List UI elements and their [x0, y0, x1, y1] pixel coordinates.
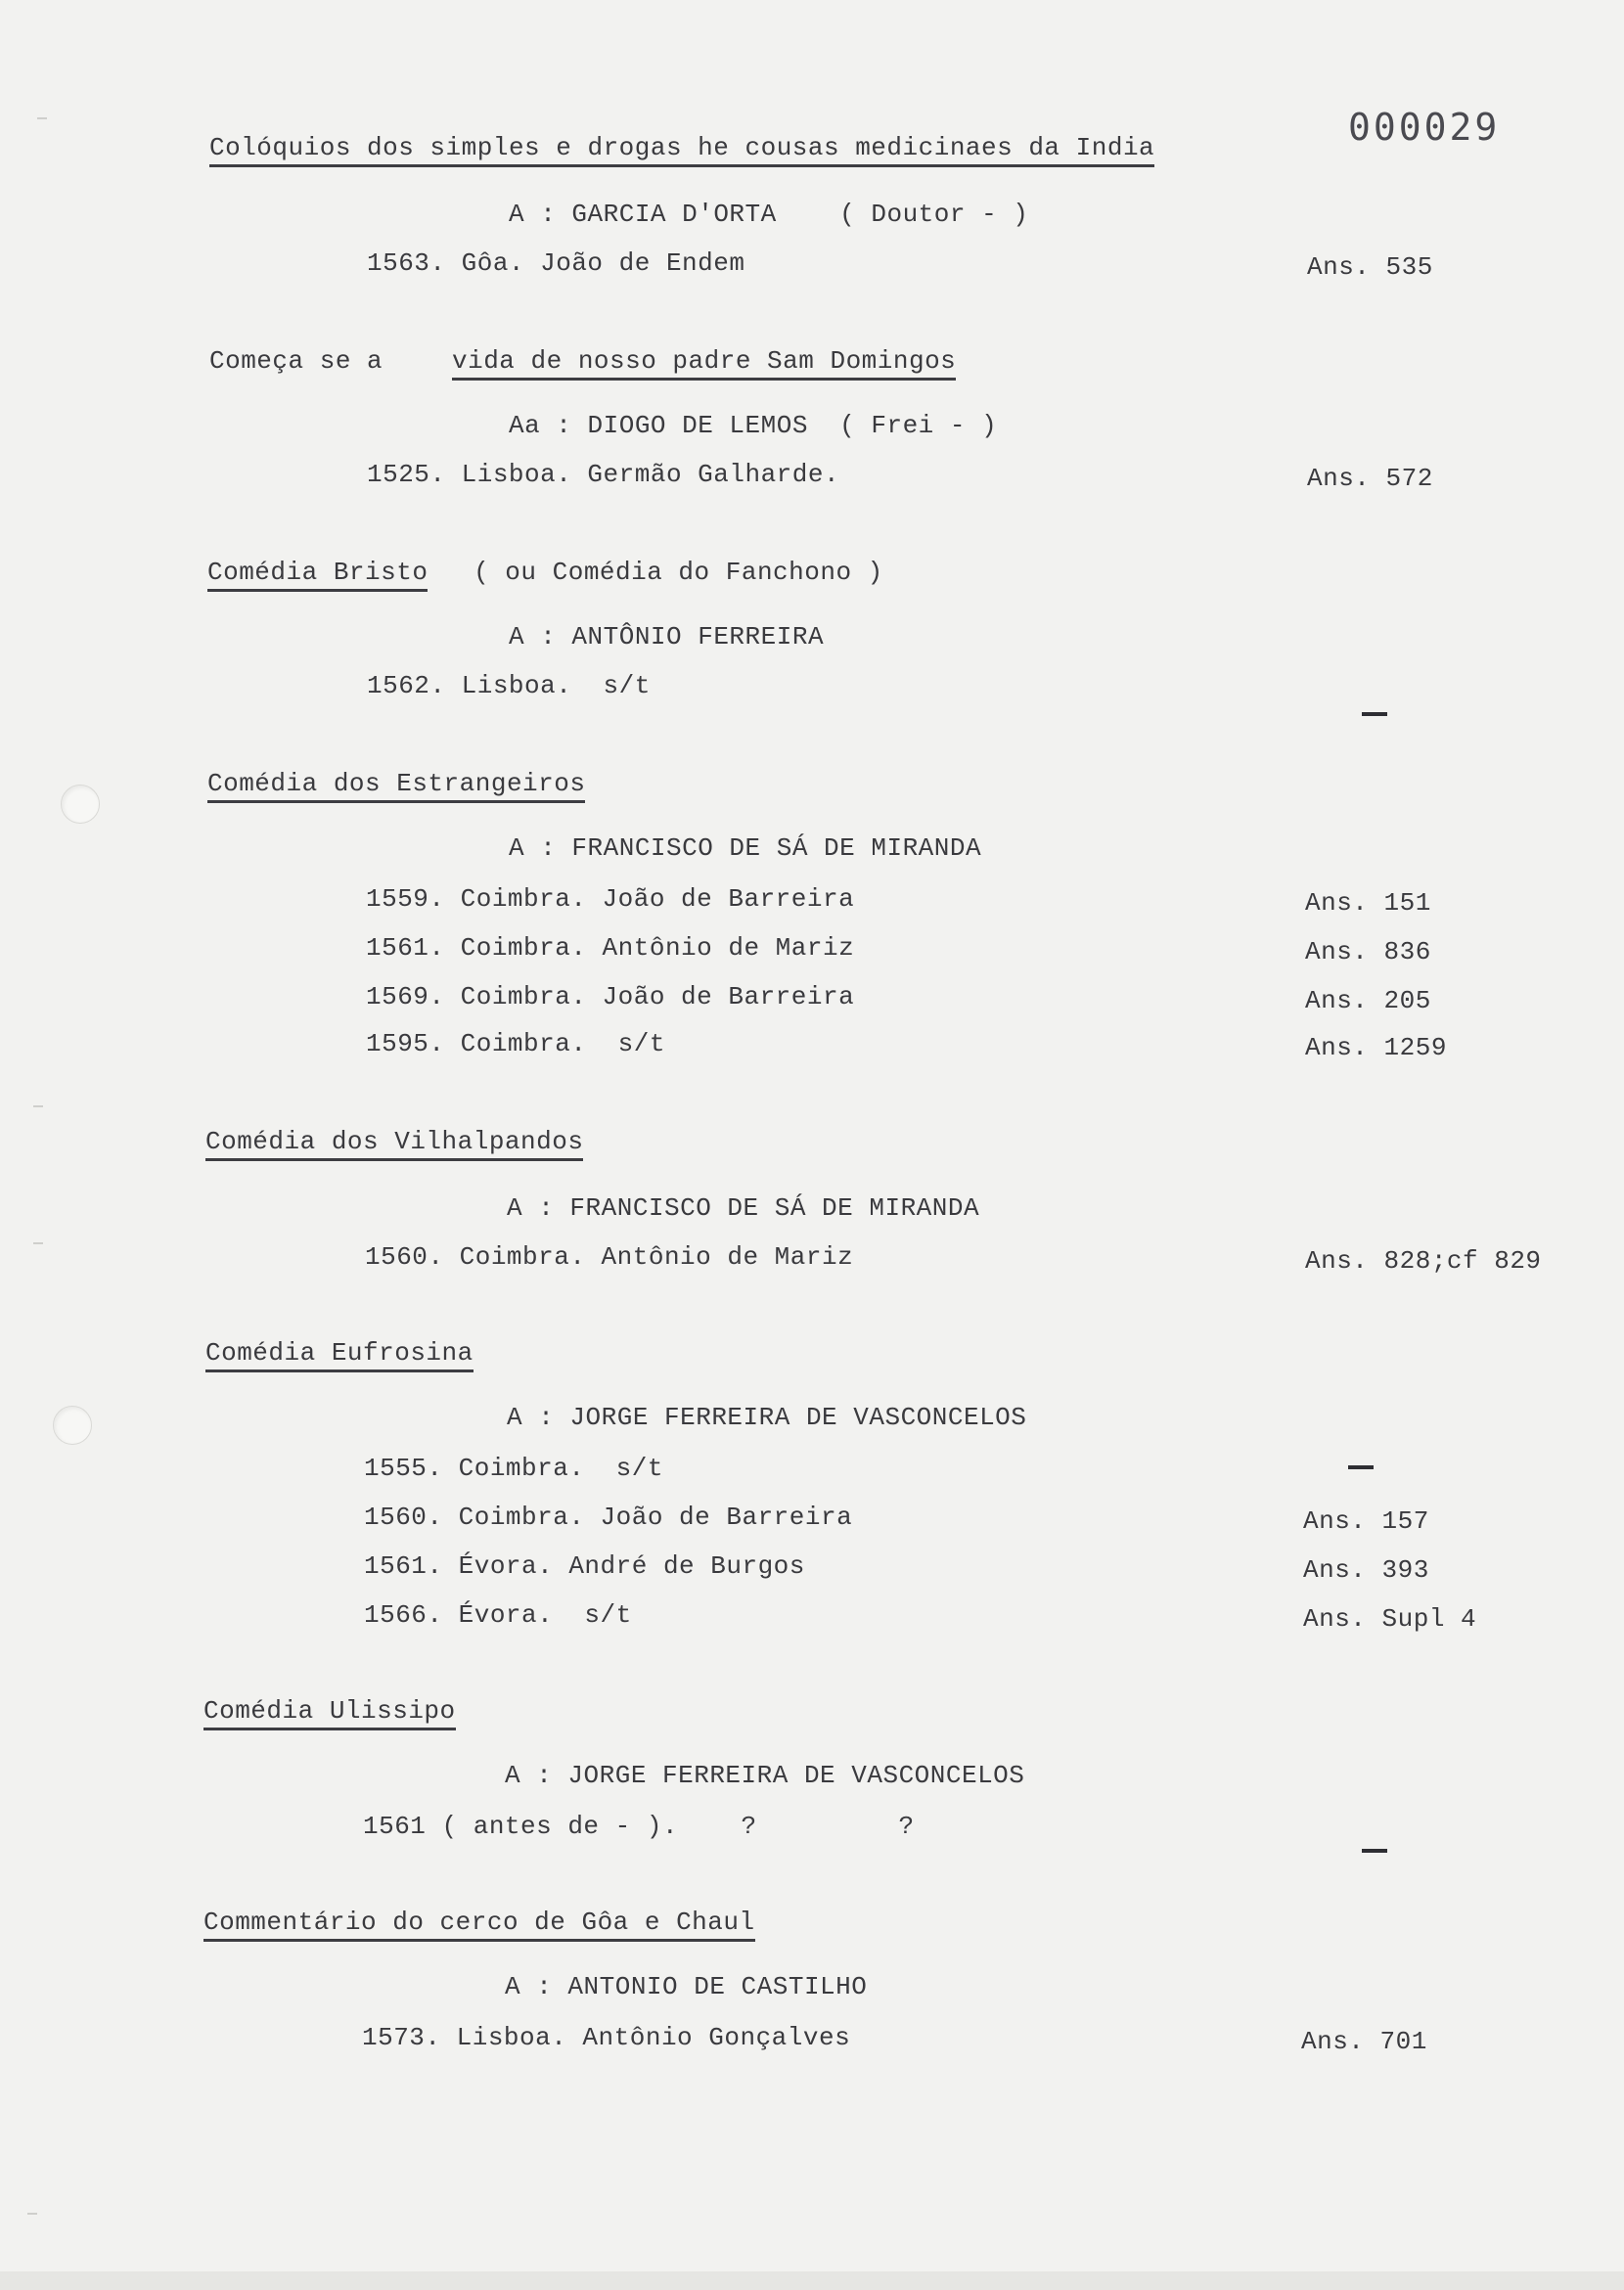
entry-title: vida de nosso padre Sam Domingos [452, 346, 956, 381]
entry-title: Comédia Ulissipo [203, 1696, 456, 1730]
edition-line: 1561 ( antes de - ). ? ? [363, 1812, 915, 1841]
edition-line: 1555. Coimbra. s/t [364, 1454, 663, 1483]
edition-line: 1560. Coimbra. Antônio de Mariz [365, 1242, 854, 1272]
edition-line: 1573. Lisboa. Antônio Gonçalves [362, 2023, 851, 2052]
edition-ref: Ans. 157 [1303, 1506, 1429, 1536]
entry-author: A : ANTÔNIO FERREIRA [509, 622, 825, 651]
margin-mark [33, 1242, 43, 1244]
edition-ref: Ans. Supl 4 [1303, 1604, 1477, 1634]
entry-author: Aa : DIOGO DE LEMOS ( Frei - ) [509, 411, 998, 440]
margin-mark [37, 117, 47, 119]
entry-title: Comédia Eufrosina [205, 1338, 474, 1372]
edition-line: 1561. Évora. André de Burgos [364, 1551, 805, 1581]
edition-ref: Ans. 828;cf 829 [1305, 1246, 1542, 1276]
entry-title-suffix: ( ou Comédia do Fanchono ) [458, 558, 883, 587]
entry-author: A : FRANCISCO DE SÁ DE MIRANDA [509, 833, 982, 863]
no-reference-dash [1348, 1465, 1374, 1469]
entry-title-prefix: Começa se a [209, 346, 399, 376]
punch-hole [61, 785, 100, 824]
margin-mark [27, 2213, 37, 2215]
punch-hole [53, 1406, 92, 1445]
edition-ref: Ans. 151 [1305, 888, 1431, 918]
no-reference-dash [1362, 1849, 1387, 1853]
entry-title: Commentário do cerco de Gôa e Chaul [203, 1908, 755, 1942]
entry-author: A : GARCIA D'ORTA ( Doutor - ) [509, 200, 1029, 229]
edition-line: 1560. Coimbra. João de Barreira [364, 1503, 853, 1532]
edition-ref: Ans. 1259 [1305, 1033, 1447, 1062]
edition-ref: Ans. 205 [1305, 986, 1431, 1015]
edition-ref: Ans. 836 [1305, 937, 1431, 966]
page-number: 000029 [1348, 106, 1501, 149]
edition-ref: Ans. 701 [1301, 2027, 1427, 2056]
edition-line: 1561. Coimbra. Antônio de Mariz [366, 933, 855, 963]
edition-line: 1562. Lisboa. s/t [367, 671, 651, 700]
no-reference-dash [1362, 712, 1387, 716]
entry-author: A : FRANCISCO DE SÁ DE MIRANDA [507, 1193, 980, 1223]
edition-line: 1525. Lisboa. Germão Galharde. [367, 460, 840, 489]
scan-edge [0, 2271, 1624, 2290]
edition-line: 1559. Coimbra. João de Barreira [366, 884, 855, 914]
entry-title: Colóquios dos simples e drogas he cousas medicinaes da India [209, 133, 1154, 167]
edition-ref: Ans. 535 [1307, 252, 1433, 282]
entry-author: A : JORGE FERREIRA DE VASCONCELOS [507, 1403, 1027, 1432]
entry-title: Comédia dos Estrangeiros [207, 769, 585, 803]
entry-title: Comédia Bristo [207, 558, 428, 592]
entry-author: A : ANTONIO DE CASTILHO [505, 1972, 868, 2001]
edition-line: 1566. Évora. s/t [364, 1600, 632, 1630]
edition-ref: Ans. 393 [1303, 1555, 1429, 1585]
edition-ref: Ans. 572 [1307, 464, 1433, 493]
edition-line: 1569. Coimbra. João de Barreira [366, 982, 855, 1011]
entry-author: A : JORGE FERREIRA DE VASCONCELOS [505, 1761, 1025, 1790]
edition-line: 1595. Coimbra. s/t [366, 1029, 665, 1058]
entry-title: Comédia dos Vilhalpandos [205, 1127, 583, 1161]
edition-line: 1563. Gôa. João de Endem [367, 248, 745, 278]
margin-mark [33, 1105, 43, 1107]
